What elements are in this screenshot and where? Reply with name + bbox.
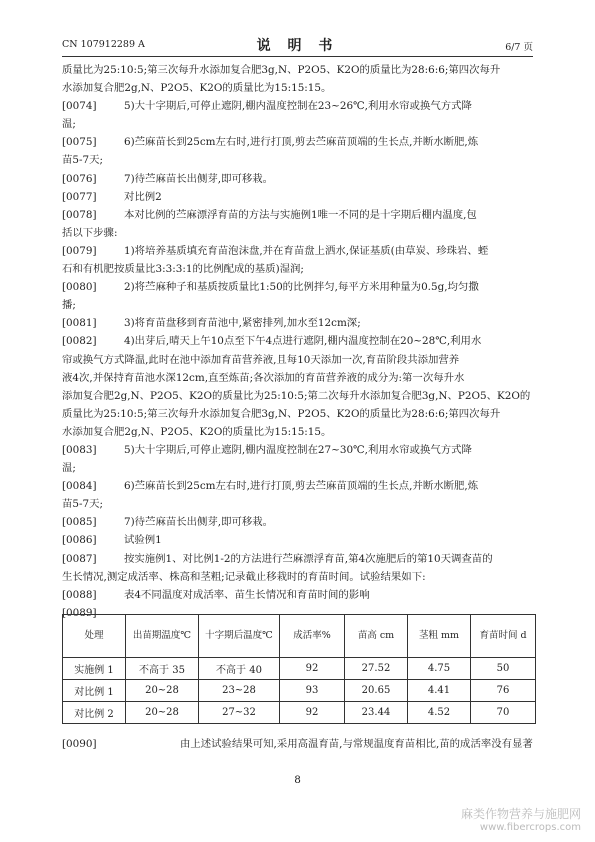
paragraph-number: [0089] (62, 606, 97, 619)
table-cell: 不高于 40 (199, 658, 280, 680)
paragraph-text: 试验例1 (124, 534, 162, 547)
page-header (62, 35, 533, 53)
paragraph-number: [0090] (62, 738, 97, 750)
paragraph-line (62, 495, 536, 513)
paragraph-line (62, 459, 536, 477)
table-cell: 23~28 (199, 680, 280, 702)
paragraph-text: 4)出芽后,晴天上午10点至下午4点进行遮阴,棚内温度控制在20~28℃,利用水 (124, 335, 482, 348)
paragraph-text: 5)大十字期后,可停止遮阴,棚内温度控制在27~30℃,利用水帘或换气方式降 (124, 443, 472, 456)
paragraph-text: 播; (62, 299, 76, 312)
paragraph-text: 按实施例1、对比例1-2的方法进行苎麻漂浮育苗,第4次施肥后的第10天调查苗的 (124, 552, 493, 565)
paragraph-line (62, 151, 536, 169)
paragraph-line (62, 188, 536, 206)
table-cell: 23.44 (345, 702, 408, 724)
paragraph-number: [0084] (62, 480, 97, 493)
table-cell: 20~28 (126, 680, 199, 702)
paragraph-line (62, 224, 536, 242)
paragraph-text: 帘或换气方式降温,此时在池中添加育苗营养液,且每10天添加一次,育苗阶段共添加营养 (62, 353, 460, 366)
paragraph-number: [0080] (62, 281, 97, 294)
paragraph-text: 括以下步骤: (62, 226, 118, 239)
header-rule (62, 56, 533, 57)
table-cell: 20~28 (126, 702, 199, 724)
paragraph-line (62, 531, 536, 549)
paragraph-number: [0088] (62, 588, 97, 601)
paragraph-number: [0085] (62, 516, 97, 529)
paragraph-line (62, 477, 536, 495)
paragraph-line (62, 242, 536, 260)
document-title: 说 明 书 (256, 38, 339, 54)
col-header-emergence-temp: 出苗期温度℃ (126, 615, 199, 658)
table-cell: 70 (471, 702, 536, 724)
table-cell: 92 (280, 658, 345, 680)
paragraph-text: 1)将培养基质填充育苗泡沫盘,并在育苗盘上洒水,保证基质(由草炭、珍珠岩、蛭 (124, 244, 489, 257)
table-cell: 4.41 (408, 680, 471, 702)
col-header-treatment: 处理 (63, 615, 126, 658)
paragraph-line (62, 79, 536, 97)
paragraph-number: [0087] (62, 552, 97, 565)
paragraph-number: [0076] (62, 172, 97, 185)
paragraph-text: 6)苎麻苗长到25cm左右时,进行打顶,剪去苎麻苗顶端的生长点,并断水断肥,炼 (124, 480, 479, 493)
paragraph-text: 苗5-7天; (62, 498, 104, 511)
paragraph-line (62, 423, 536, 441)
paragraph-line (62, 61, 536, 79)
table-row (63, 702, 536, 724)
paragraph-text: 质量比为25:10:5;第三次每升水添加复合肥3g,N、P2O5、K2O的质量比为28:6:6;第四次每升 (62, 64, 501, 76)
paragraph-text: 由上述试验结果可知,采用高温育苗,与常规温度育苗相比,苗的成活率没有显著 (180, 738, 533, 750)
paragraph-number: [0083] (62, 443, 97, 456)
table-row (63, 680, 536, 702)
paragraph-text: 2)将苎麻种子和基质按质量比1:50的比例拌匀,每平方米用种量为0.5g,均匀撒 (124, 281, 479, 294)
table-cell: 4.52 (408, 702, 471, 724)
col-header-stem-diameter: 茎粗 mm (408, 615, 471, 658)
table-cell: 对比例 2 (63, 702, 126, 724)
watermark-url: www.fibercrops.com (479, 822, 581, 833)
paragraph-text: 3)将育苗盘移到育苗池中,紧密排列,加水至12cm深; (124, 317, 361, 330)
table-row (63, 658, 536, 680)
paragraph-text: 苗5-7天; (62, 154, 104, 167)
paragraph-text: 温; (62, 462, 76, 475)
paragraph-text: 本对比例的苎麻漂浮育苗的方法与实施例1唯一不同的是十字期后棚内温度,包 (124, 208, 477, 221)
paragraph-number: [0074] (62, 100, 97, 113)
table-header-row (63, 615, 536, 658)
paragraph-text: 7)待苎麻苗长出侧芽,即可移栽。 (124, 516, 274, 529)
table-cell: 92 (280, 702, 345, 724)
paragraph-text: 7)待苎麻苗长出侧芽,即可移栽。 (124, 172, 274, 185)
paragraph-line (62, 735, 536, 750)
col-header-cross-stage-temp: 十字期后温度℃ (199, 615, 280, 658)
paragraph-line (62, 405, 536, 423)
col-header-seedling-time: 育苗时间 d (471, 615, 536, 658)
paragraph-text: 生长情况,测定成活率、株高和茎粗;记录截止移栽时的育苗时间。试验结果如下: (62, 570, 426, 583)
paragraph-number: [0086] (62, 534, 97, 547)
paragraph-line (62, 568, 536, 586)
paragraph-line (62, 133, 536, 151)
paragraph-line (62, 170, 536, 188)
paragraph-text: 水添加复合肥2g,N、P2O5、K2O的质量比为15:15:15。 (62, 82, 332, 95)
table-cell: 50 (471, 658, 536, 680)
paragraph-text: 液4次,并保持育苗池水深12cm,直至炼苗;各次添加的育苗营养液的成分为:第一次每升水 (62, 371, 465, 384)
paragraph-line (62, 387, 536, 405)
table-cell: 27~32 (199, 702, 280, 724)
col-header-survival-rate: 成活率% (280, 615, 345, 658)
paragraph-line (62, 586, 536, 604)
paragraph-line (62, 369, 536, 387)
paragraph-line (62, 351, 536, 369)
paragraph-line (62, 314, 536, 332)
paragraph-text: 6)苎麻苗长到25cm左右时,进行打顶,剪去苎麻苗顶端的生长点,并断水断肥,炼 (124, 136, 479, 149)
paragraph-text: 温; (62, 118, 76, 131)
document-body (62, 61, 536, 622)
paragraph-text: 水添加复合肥2g,N、P2O5、K2O的质量比为15:15:15。 (62, 425, 332, 438)
table-cell: 4.75 (408, 658, 471, 680)
paragraph-line (62, 332, 536, 350)
paragraph-number: [0077] (62, 190, 97, 203)
page-number: 8 (294, 774, 301, 786)
watermark (461, 805, 581, 833)
paragraph-line (62, 441, 536, 459)
patent-number: CN 107912289 A (62, 39, 145, 50)
paragraph-text: 质量比为25:10:5;第三次每升水添加复合肥3g,N、P2O5、K2O的质量比为28:6:6;第四次每升 (62, 407, 501, 420)
paragraph-number: [0081] (62, 317, 97, 330)
watermark-name: 麻类作物营养与施肥网 (460, 807, 581, 821)
paragraph-line (62, 513, 536, 531)
table-cell: 不高于 35 (126, 658, 199, 680)
paragraph-line (62, 206, 536, 224)
paragraph-line (62, 550, 536, 568)
paragraph-line (62, 260, 536, 278)
table-cell: 93 (280, 680, 345, 702)
paragraph-number: [0079] (62, 244, 97, 257)
paragraph-number: [0075] (62, 136, 97, 149)
paragraph-line (62, 97, 536, 115)
paragraph-line (62, 296, 536, 314)
results-table (62, 614, 536, 724)
table-cell: 20.65 (345, 680, 408, 702)
table-cell: 实施例 1 (63, 658, 126, 680)
paragraph-line (62, 115, 536, 133)
paragraph-text: 5)大十字期后,可停止遮阴,棚内温度控制在23~26℃,利用水帘或换气方式降 (124, 100, 472, 113)
table-cell: 76 (471, 680, 536, 702)
paragraph-text: 对比例2 (124, 190, 162, 203)
paragraph-number: [0078] (62, 208, 97, 221)
paragraph-text: 添加复合肥2g,N、P2O5、K2O的质量比为25:10:5;第二次每升水添加复合肥3g,N、P2O5、K2O的 (62, 389, 531, 402)
paragraph-number: [0082] (62, 335, 97, 348)
col-header-seedling-height: 苗高 cm (345, 615, 408, 658)
table-cell: 对比例 1 (63, 680, 126, 702)
paragraph-line (62, 278, 536, 296)
paragraph-text: 石和有机肥按质量比3:3:3:1的比例配成的基质)湿润; (62, 263, 304, 276)
page-indicator: 6/7 页 (505, 42, 533, 53)
table-cell: 27.52 (345, 658, 408, 680)
paragraph-text: 表4不同温度对成活率、苗生长情况和育苗时间的影响 (124, 588, 370, 601)
